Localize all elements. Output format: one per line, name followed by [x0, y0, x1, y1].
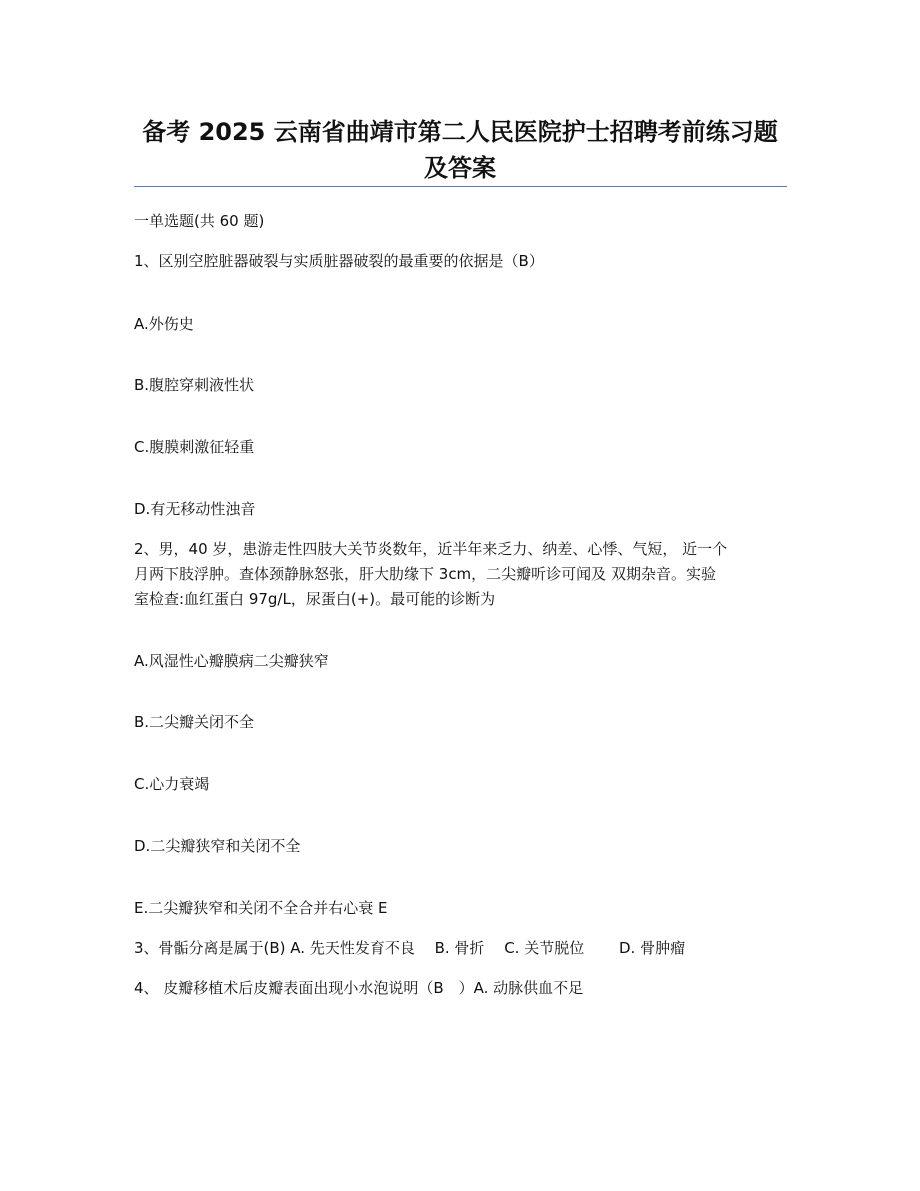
question-3-stem: 3、骨骺分离是属于(B) A. 先天性发育不良 B. 骨折 C. 关节脱位 D. 骨肿瘤 [134, 939, 686, 957]
question-4-stem: 4、 皮瓣移植术后皮瓣表面出现小水泡说明（B ）A. 动脉供血不足 [134, 979, 584, 997]
document-title-line-1: 备考 2025 云南省曲靖市第二人民医院护士招聘考前练习题 [142, 118, 778, 146]
question-2-option-a: A.风湿性心瓣膜病二尖瓣狭窄 [134, 652, 329, 670]
question-1-stem: 1、区别空腔脏器破裂与实质脏器破裂的最重要的依据是（B） [134, 252, 544, 270]
question-2-stem-line-1: 2、男，40 岁，患游走性四肢大关节炎数年，近半年来乏力、纳差、心悸、气短， 近一个 [134, 540, 728, 558]
question-1-option-c: C.腹膜刺激征轻重 [134, 438, 255, 456]
question-1-option-a: A.外伤史 [134, 315, 194, 333]
question-2-stem-line-3: 室检查:血红蛋白 97g/L，尿蛋白(+)。最可能的诊断为 [134, 590, 496, 608]
section-heading: 一单选题(共 60 题) [134, 212, 265, 230]
document-title-line-2: 及答案 [424, 154, 496, 182]
question-2-option-c: C.心力衰竭 [134, 775, 210, 793]
question-2-stem-line-2: 月两下肢浮肿。查体颈静脉怒张，肝大肋缘下 3cm，二尖瓣听诊可闻及 双期杂音。实验 [134, 565, 716, 583]
title-divider [134, 186, 787, 187]
question-2-option-d: D.二尖瓣狭窄和关闭不全 [134, 837, 301, 855]
question-1-option-d: D.有无移动性浊音 [134, 500, 256, 518]
question-2-option-e: E.二尖瓣狭窄和关闭不全合并右心衰 E [134, 899, 388, 917]
question-1-option-b: B.腹腔穿刺液性状 [134, 376, 255, 394]
question-2-option-b: B.二尖瓣关闭不全 [134, 713, 255, 731]
